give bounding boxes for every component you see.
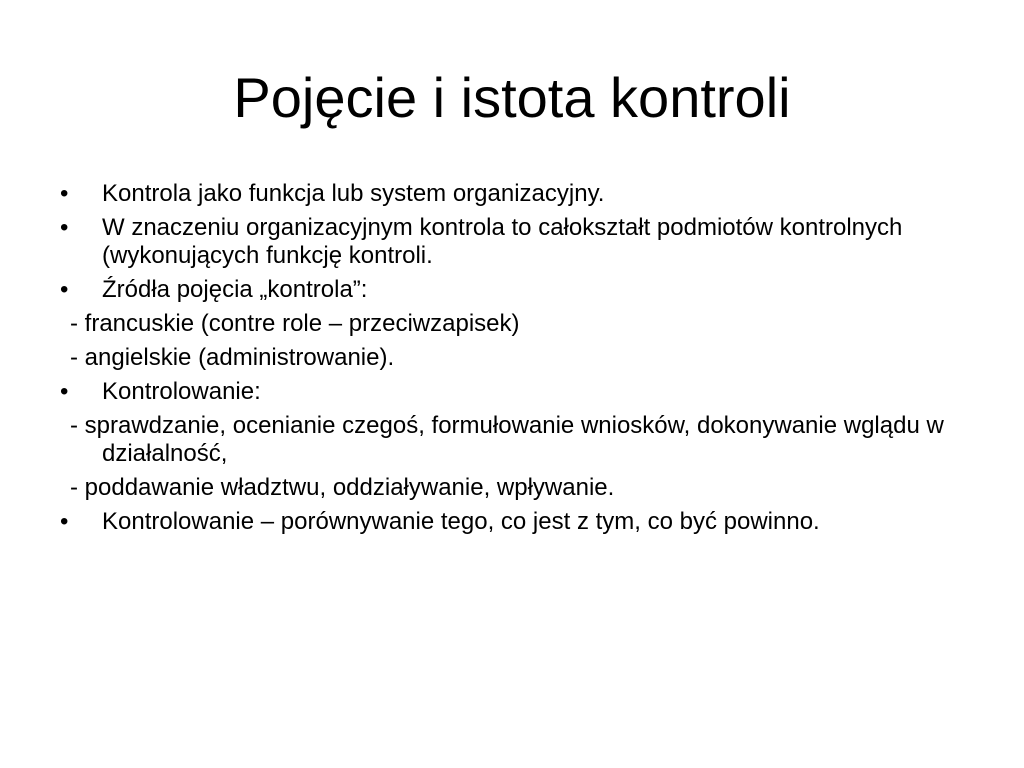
bullet-dot: • — [60, 508, 69, 535]
sub-item-text: - sprawdzanie, ocenianie czegoś, formułowanie wniosków, dokonywanie wglądu w działalność, — [70, 412, 944, 467]
bullet-text: Kontrola jako funkcja lub system organizacyjny. — [102, 180, 605, 207]
sub-item — [60, 310, 980, 338]
slide-content — [60, 180, 980, 542]
bullet-item — [60, 508, 980, 536]
sub-item — [60, 344, 980, 372]
sub-item-text: - francuskie (contre role – przeciwzapisek) — [70, 310, 520, 337]
bullet-dot: • — [60, 180, 69, 207]
sub-item — [60, 474, 980, 502]
bullet-text: W znaczeniu organizacyjnym kontrola to całokształt podmiotów kontrolnych (wykonujących funkcję kontroli. — [102, 214, 903, 269]
bullet-dot: • — [60, 378, 69, 405]
sub-item-text: - poddawanie władztwu, oddziaływanie, wpływanie. — [70, 474, 615, 501]
sub-item — [60, 412, 980, 468]
bullet-dot: • — [60, 214, 69, 241]
bullet-text: Kontrolowanie: — [102, 378, 261, 405]
slide-title: Pojęcie i istota kontroli — [233, 66, 791, 129]
bullet-item — [60, 378, 980, 406]
bullet-text: Kontrolowanie – porównywanie tego, co jest z tym, co być powinno. — [102, 508, 820, 535]
bullet-item — [60, 276, 980, 304]
bullet-text: Źródła pojęcia „kontrola”: — [102, 276, 368, 303]
bullet-item — [60, 180, 980, 208]
sub-item-text: - angielskie (administrowanie). — [70, 344, 395, 371]
bullet-dot: • — [60, 276, 69, 303]
bullet-item — [60, 214, 980, 270]
